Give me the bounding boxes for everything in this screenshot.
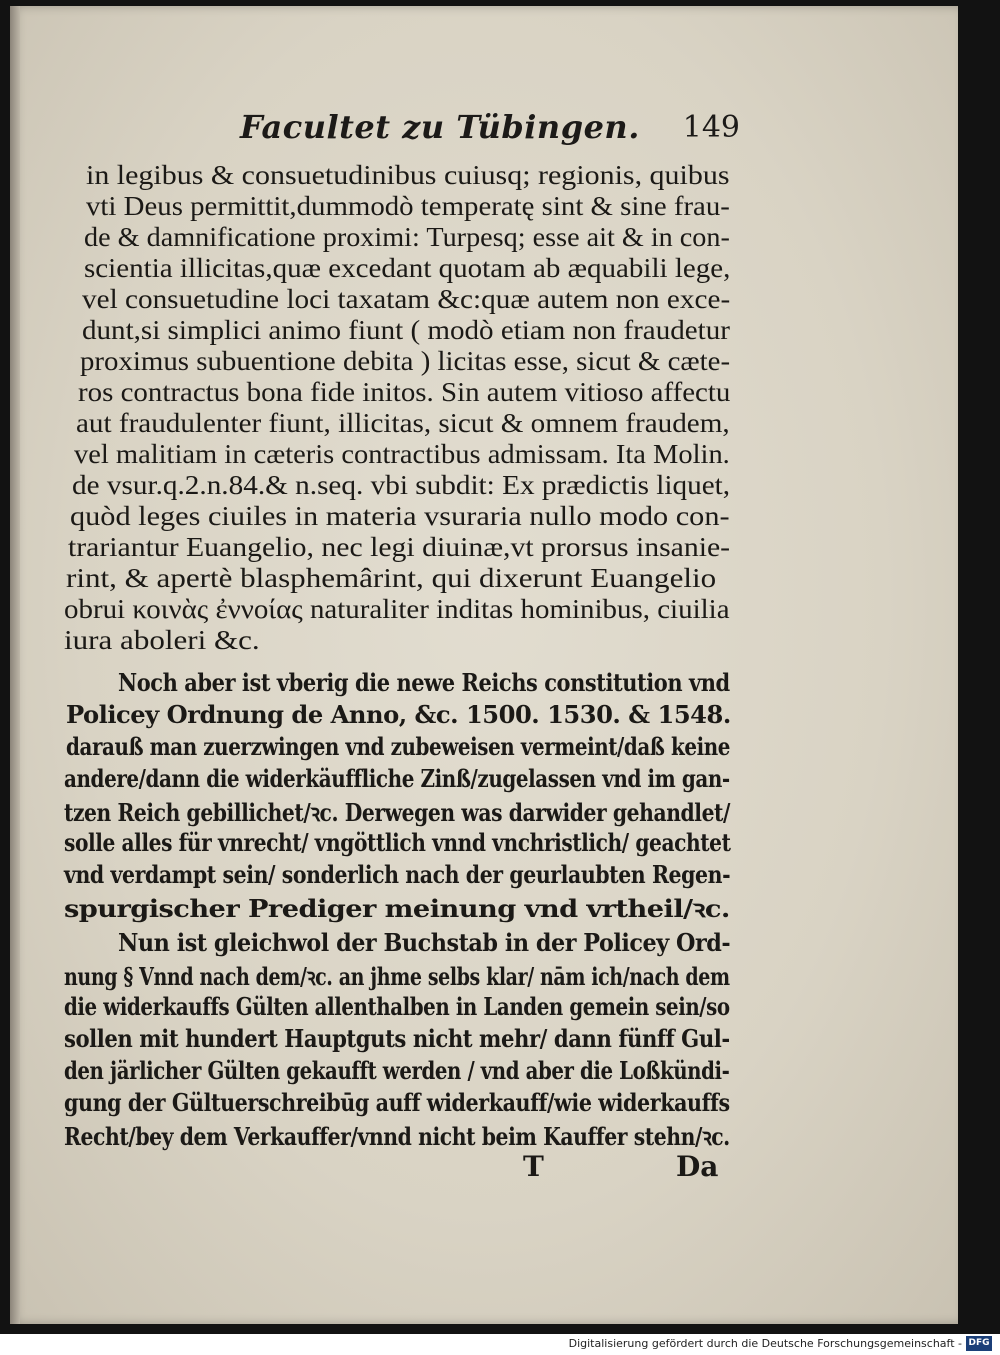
text-line: vel consuetudine loci taxatam &c:quæ autem non exce- <box>82 284 731 314</box>
page-number: 149 <box>682 110 740 145</box>
text-line: spurgischer Prediger meinung vnd vrtheil/ꝛc. <box>64 894 730 923</box>
text-line: den järlicher Gülten gekaufft werden / vnd aber die Loßkündi- <box>64 1056 730 1085</box>
text-line: de & damnificatione proximi: Turpesq; esse ait & in con- <box>84 222 730 252</box>
text-line: ros contractus bona fide initos. Sin autem vitioso affectu <box>78 377 731 407</box>
text-line: de vsur.q.2.n.84.& n.seq. vbi subdit: Ex prædictis liquet, <box>72 470 731 500</box>
text-line: obrui κοινὰς ἐννοίας naturaliter inditas hominibus, ciuilia <box>64 594 730 624</box>
dfg-logo: DFG <box>966 1336 992 1351</box>
text-line: vti Deus permittit,dummodò temperatę sint & sine frau- <box>86 191 730 221</box>
text-line: andere/dann die widerkäuffliche Zinß/zugelassen vnd im gan- <box>64 764 730 793</box>
text-line: die widerkauffs Gülten allenthalben in Landen gemein sein/so <box>64 992 730 1021</box>
text-line: sollen mit hundert Hauptguts nicht mehr/ dann fünff Gul- <box>64 1024 730 1053</box>
text-line: Noch aber ist vberig die newe Reichs constitution vnd <box>118 668 730 697</box>
text-line: aut fraudulenter fiunt, illicitas, sicut & omnem fraudem, <box>76 408 730 438</box>
text-line: solle alles für vnrecht/ vngöttlich vnnd vnchristlich/ geachtet <box>64 828 731 857</box>
text-line: rint, & apertè blasphemârint, qui dixerunt Euangelio <box>66 563 717 593</box>
text-line: vel malitiam in cæteris contractibus admissam. Ita Molin. <box>74 439 730 469</box>
text-line: trariantur Euangelio, nec legi diuinæ,vt prorsus insanie- <box>68 532 731 562</box>
signature-mark: T <box>523 1150 544 1183</box>
text-line: Nun ist gleichwol der Buchstab in der Policey Ord- <box>118 928 731 957</box>
text-line: tzen Reich gebillichet/ꝛc. Derwegen was darwider gehandlet/ <box>64 798 730 827</box>
text-line: proximus subuentione debita ) licitas esse, sicut & cæte- <box>80 346 731 376</box>
page-header <box>90 108 750 156</box>
catchword: Da <box>676 1150 719 1183</box>
page-gutter-edge <box>10 6 20 1324</box>
text-line: iura aboleri &c. <box>64 625 260 655</box>
text-line: Recht/bey dem Verkauffer/vnnd nicht beim Kauffer stehn/ꝛc. <box>64 1122 730 1151</box>
text-line: Policey Ordnung de Anno, &c. 1500. 1530. & 1548. <box>66 700 731 729</box>
text-line: quòd leges ciuiles in materia vsuraria nullo modo con- <box>70 501 730 531</box>
text-line: nung § Vnnd nach dem/ꝛc. an jhme selbs klar/ nām ich/nach dem <box>64 962 730 991</box>
text-line: gung der Gültuerschreibūg auff widerkauff/wie widerkauffs <box>64 1088 730 1117</box>
running-title: Facultet zu Tübingen. <box>240 108 640 146</box>
text-line: vnd verdampt sein/ sonderlich nach der geurlaubten Regen- <box>64 860 731 889</box>
text-line: darauß man zuerzwingen vnd zubeweisen vermeint/daß keine <box>66 732 730 761</box>
text-line: dunt,si simplici animo fiunt ( modò etiam non fraudetur <box>82 315 730 345</box>
text-line: scientia illicitas,quæ excedant quotam ab æquabili lege, <box>84 253 731 283</box>
footer-bar <box>0 1334 1000 1355</box>
text-line: in legibus & consuetudinibus cuiusq; regionis, quibus <box>86 160 730 190</box>
digitization-note: Digitalisierung gefördert durch die Deutsche Forschungsgemeinschaft - <box>568 1337 962 1350</box>
